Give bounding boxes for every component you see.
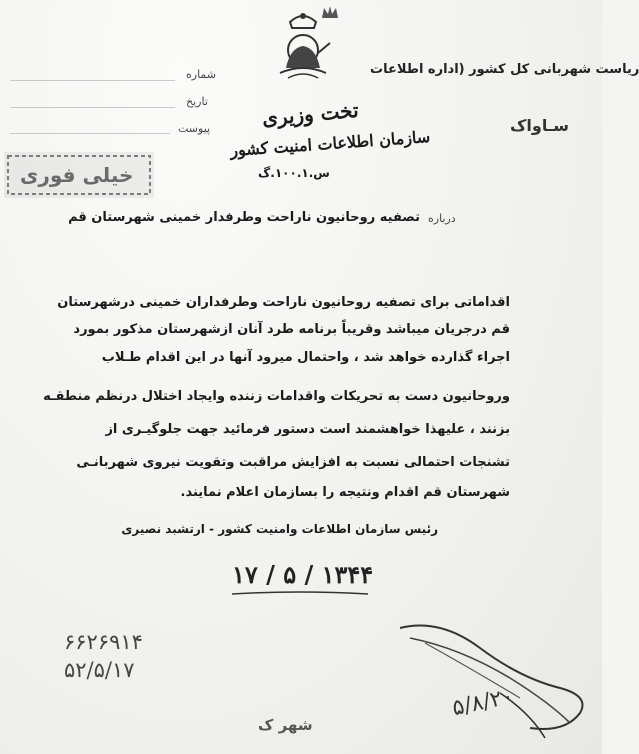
crown-icon [320, 4, 340, 20]
field-attach-label: پیوست [178, 122, 211, 135]
date-underline [230, 588, 370, 598]
handwritten-note: ۵۲/۵/۱۷ [64, 658, 135, 682]
handwritten-signature [380, 618, 595, 748]
signatory-line: رئیس سازمان اطلاعات وامنیت کشور - ارتشبد نصیری [121, 522, 438, 536]
body-line: تشنجات احتمالی نسبت به افزایش مراقبت وتقویت نیروی شهربانـی [76, 455, 510, 470]
header-addressee: ریاست شهربانی کل کشور (اداره اطلاعات [370, 62, 639, 77]
body-line: اقداماتی برای تصفیه روحانیون ناراحت وطرفداران خمینی درشهرستان [57, 295, 510, 310]
field-line [10, 133, 170, 134]
handwritten-note: ۶۶۲۶۹۱۴ [64, 630, 143, 654]
subject-label: درباره [428, 212, 456, 225]
field-line [10, 80, 175, 81]
org-line-2: سازمان اطلاعات امنیت کشور [229, 127, 431, 160]
savak-text: سـاواک [510, 116, 570, 135]
org-code: س.۱۰۰.۱.گ [258, 166, 330, 180]
subject-text: تصفیه روحانیون ناراحت وطرفدار خمینی شهرستان قم [68, 210, 420, 225]
handwritten-date: ۱۷ / ۵ / ۱۳۴۴ [232, 560, 374, 589]
field-number-label: شماره [186, 68, 217, 81]
bottom-text: شهر ک [258, 716, 313, 734]
body-line: بزنند ، علیهذا خواهشمند است دستور فرمائید جهت جلوگیـری از [105, 422, 510, 437]
field-date-label: تاریخ [186, 95, 208, 108]
body-line: اجراء گذارده خواهد شد ، واحتمال میرود آنها در این اقدام طـلاب [101, 350, 510, 365]
org-line-1: تخت وزیری [261, 97, 360, 131]
signature-note: ۵/۸/۲۰ [450, 683, 517, 722]
body-line: قم درجریان میباشد وقریباً برنامه طرد آنان ازشهرستان مذکور بمورد [73, 322, 510, 337]
lion-and-sun-emblem [268, 8, 338, 93]
stamp-text: خیلی فوری [20, 163, 134, 187]
field-line [10, 107, 175, 108]
body-line: وروحانیون دست به تحریکات واقدامات زننده وایجاد اختلال درنظم منطقـه [43, 389, 510, 404]
body-line: شهرستان قم اقدام ونتیجه را بسازمان اعلام نمایند. [180, 485, 510, 500]
